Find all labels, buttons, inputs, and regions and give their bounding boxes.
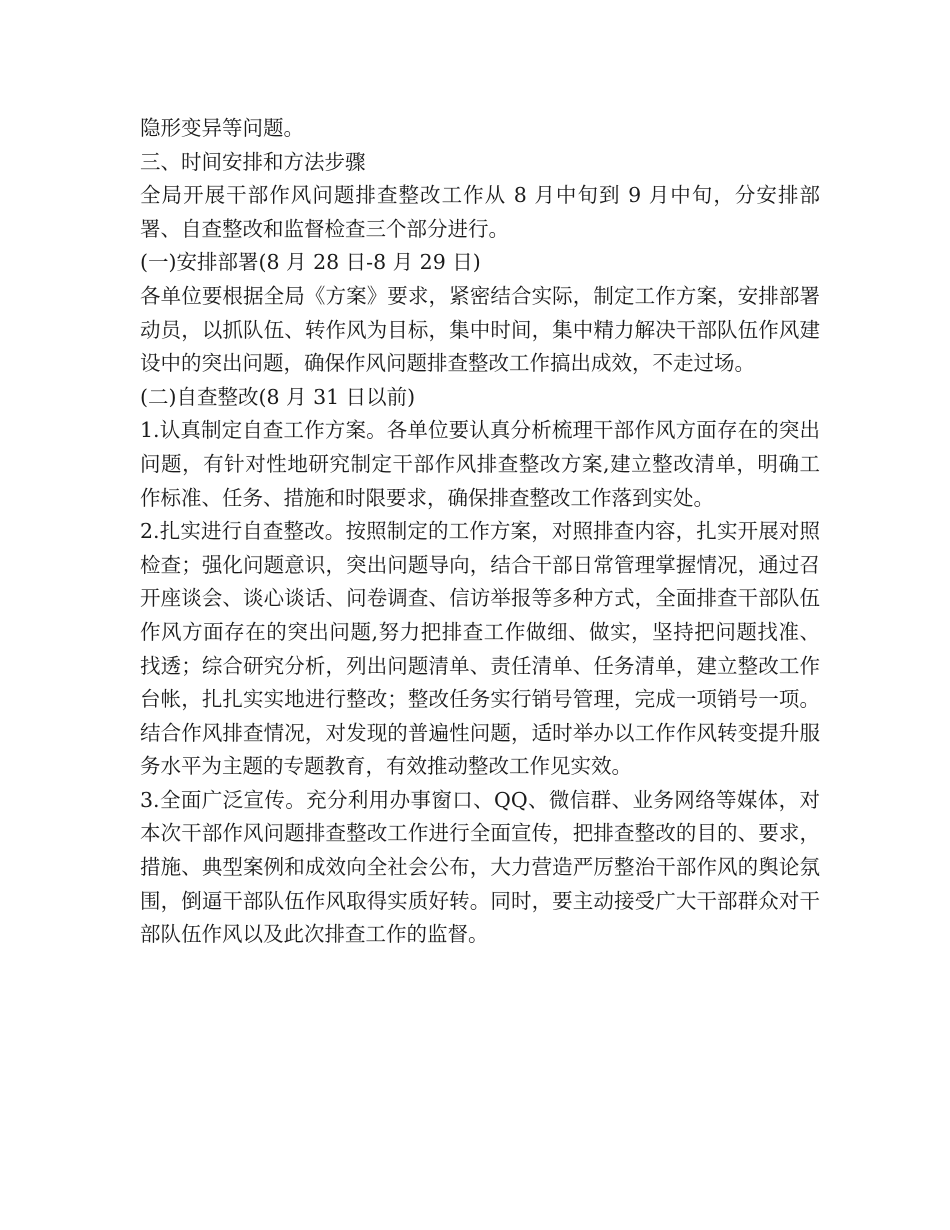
subsection-heading-deployment: (一)安排部署(8 月 28 日-8 月 29 日) (140, 250, 481, 275)
paragraph-overview: 全局开展干部作风问题排查整改工作从 8 月中旬到 9 月中旬，分安排部署、自查整改和监督检查三个部分进行。 (140, 183, 820, 241)
paragraph-continuation: 隐形变异等问题。 (140, 116, 304, 140)
paragraph-item-2: 2.扎实进行自查整改。按照制定的工作方案，对照排查内容，扎实开展对照检查；强化问题意识，突出问题导向，结合干部日常管理掌握情况，通过召开座谈会、谈心谈话、问卷调查、信访举报等多种方式，全面排查干部队伍作风方面存在的突出问题,努力把排查工作做细、做实，坚持把问题找准、找透；综合研究分析，列出问题清单、责任清单、任务清单，建立整改工作台帐，扎扎实实地进行整改；整改任务实行销号管理，完成一项销号一项。结合作风排查情况，对发现的普遍性问题，适时举办以工作作风转变提升服务水平为主题的专题教育，有效推动整改工作见实效。 (140, 519, 820, 779)
paragraph-item-1: 1.认真制定自查工作方案。各单位要认真分析梳理干部作风方面存在的突出问题，有针对性地研究制定干部作风排查整改方案,建立整改清单，明确工作标准、任务、措施和时限要求，确保排查整改工作落到实处。 (140, 418, 820, 510)
subsection-heading-self-check: (二)自查整改(8 月 31 日以前) (140, 384, 416, 409)
section-heading-schedule: 三、时间安排和方法步骤 (140, 149, 366, 174)
document-body (140, 112, 820, 952)
paragraph-item-3: 3.全面广泛宣传。充分利用办事窗口、QQ、微信群、业务网络等媒体，对本次干部作风问题排查整改工作进行全面宣传，把排查整改的目的、要求，措施、典型案例和成效向全社会公布，大力营造严厉整治干部作风的舆论氛围，倒逼干部队伍作风取得实质好转。同时，要主动接受广大干部群众对干部队伍作风以及此次排查工作的监督。 (140, 787, 820, 947)
paragraph-deployment: 各单位要根据全局《方案》要求，紧密结合实际，制定工作方案，安排部署动员，以抓队伍、转作风为目标，集中时间，集中精力解决干部队伍作风建设中的突出问题，确保作风问题排查整改工作搞出成效，不走过场。 (140, 283, 820, 376)
